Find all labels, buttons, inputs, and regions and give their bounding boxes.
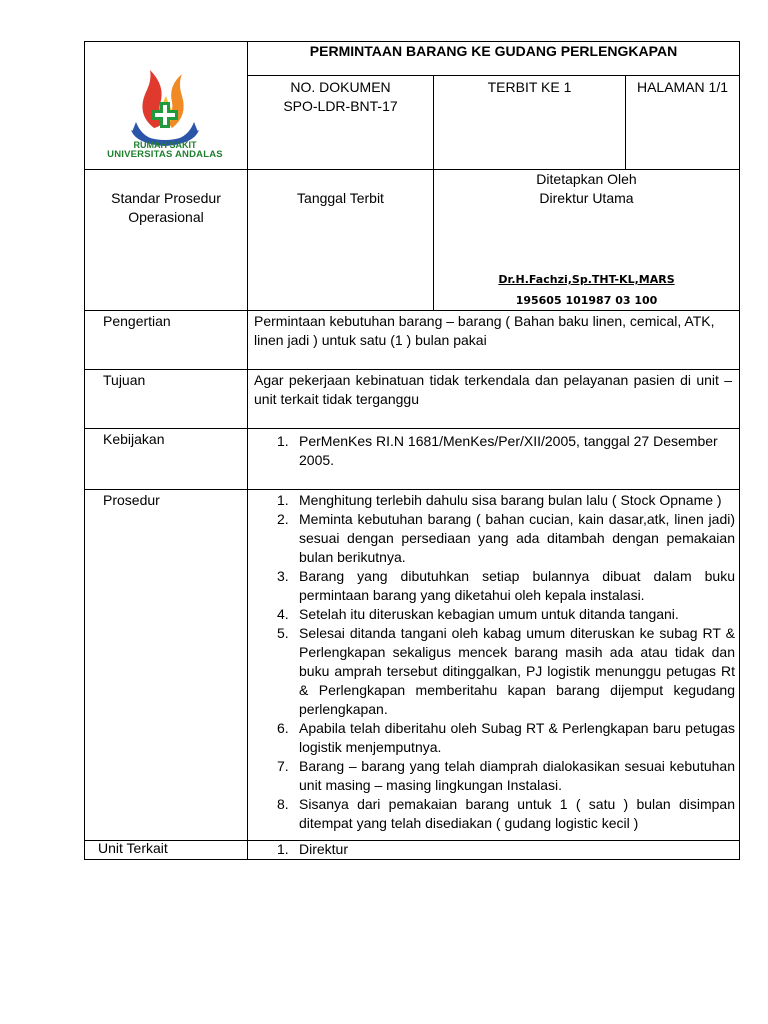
list-item-number: 4.	[277, 606, 289, 622]
list-item-text: Meminta kebutuhan barang ( bahan cucian, kain dasar,atk, linen jadi) sesuai dengan persediaan yang ada ditambah dengan pemakaian bulan berikutnya.	[299, 511, 735, 565]
pengertian-line2: linen jadi ) untuk satu (1 ) bulan pakai	[254, 332, 487, 348]
tujuan-label: Tujuan	[103, 372, 146, 388]
list-item-text: Menghitung terlebih dahulu sisa barang bulan lalu ( Stock Opname )	[299, 492, 722, 508]
doc-no-value: SPO-LDR-BNT-17	[283, 98, 398, 114]
list-item-number: 1.	[277, 492, 289, 508]
list-item-text: Apabila telah diberitahu oleh Subag RT & Perlengkapan baru petugas logistik menjemputnya.	[299, 720, 735, 755]
logo-text-line1: RUMAH SAKIT	[133, 140, 197, 150]
logo-text-line2: UNIVERSITAS ANDALAS	[107, 149, 223, 160]
list-item-text: Sisanya dari pemakaian barang untuk 1 ( satu ) bulan disimpan ditempat yang telah disediakan ( gudang logistic kecil )	[299, 796, 735, 831]
list-item-number: 5.	[277, 625, 289, 641]
pengertian-line1: Permintaan kebutuhan barang – barang ( Bahan baku linen, cemical, ATK,	[254, 313, 715, 329]
unit-terkait-item-text: Direktur	[299, 841, 349, 857]
signer-name: Dr.H.Fachzi,Sp.THT-KL,MARS	[498, 273, 675, 286]
list-item-number: 8.	[277, 796, 289, 812]
list-item-number: 6.	[277, 720, 289, 736]
doc-no-label: NO. DOKUMEN	[290, 79, 391, 95]
spo-label-line1: Standar Prosedur	[111, 190, 221, 206]
prosedur-label-cell	[84, 489, 248, 841]
list-item-text: Barang – barang yang telah diamprah dialokasikan sesuai kebutuhan unit masing – masing lingkungan Instalasi.	[299, 758, 735, 793]
ditetapkan-line1: Ditetapkan Oleh	[536, 171, 637, 187]
kebijakan-item-line1: PerMenKes RI.N 1681/MenKes/Per/XII/2005, tanggal 27 Desember	[299, 433, 718, 449]
terbit-text: TERBIT KE 1	[487, 79, 572, 95]
signer-nip: 195605 101987 03 100	[515, 294, 658, 307]
ditetapkan-line2: Direktur Utama	[539, 190, 634, 206]
unit-terkait-label: Unit Terkait	[98, 840, 168, 856]
tujuan-line2: unit terkait tidak terganggu	[254, 391, 419, 407]
tanggal-terbit-label: Tanggal Terbit	[297, 190, 384, 206]
pengertian-label: Pengertian	[103, 313, 171, 329]
list-item-text: Barang yang dibutuhkan setiap bulannya dibuat dalam buku permintaan barang yang diketahui oleh kepala instalasi.	[299, 568, 735, 603]
spo-label-line2: Operasional	[128, 209, 204, 225]
prosedur-label: Prosedur	[103, 492, 160, 508]
document-title: PERMINTAAN BARANG KE GUDANG PERLENGKAPAN	[309, 43, 678, 59]
kebijakan-label: Kebijakan	[103, 431, 165, 447]
tujuan-line1: Agar pekerjaan kebinatuan tidak terkendala dan pelayanan pasien di unit –	[254, 372, 732, 388]
list-item-number: 7.	[277, 758, 289, 774]
unit-terkait-item-num: 1.	[277, 841, 289, 857]
list-item-text: Setelah itu diteruskan kebagian umum untuk ditanda tangani.	[299, 606, 679, 622]
list-item-number: 3.	[277, 568, 289, 584]
list-item-number: 2.	[277, 511, 289, 527]
kebijakan-item-line2: 2005.	[299, 452, 335, 468]
halaman-text: HALAMAN 1/1	[636, 79, 729, 95]
kebijakan-item-num: 1.	[277, 433, 289, 449]
list-item-text: Selesai ditanda tangani oleh kabag umum diteruskan ke subag RT & Perlengkapan sekaligus mencek barang masih ada atau tidak dan buku amprah tersebut ditinggalkan, PJ logistik menunggu petugas Rt & Perlengkapan memberitahu kapan barang dijemput kegudang perlengkapan.	[299, 625, 735, 717]
